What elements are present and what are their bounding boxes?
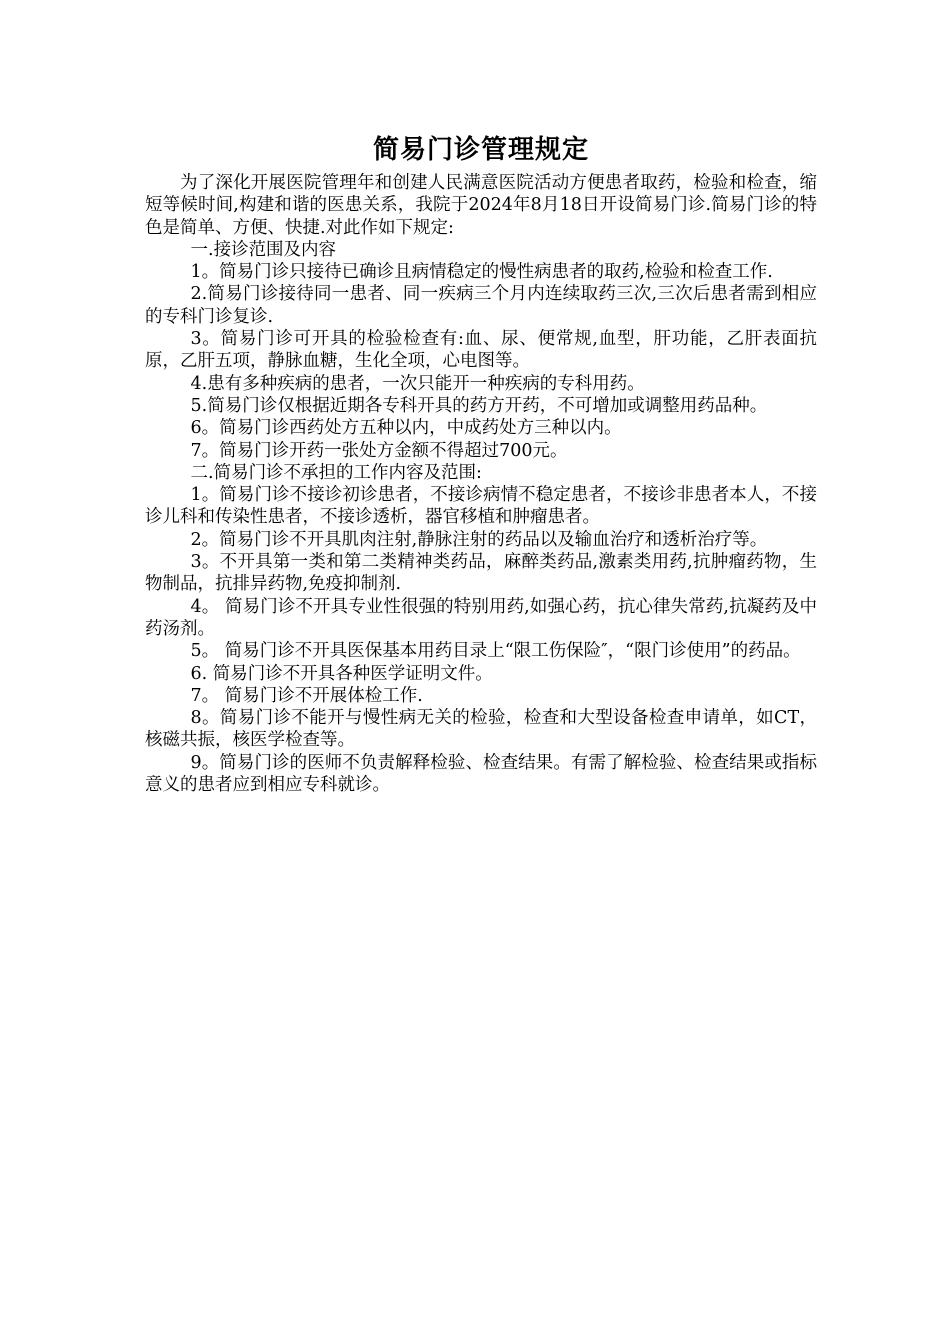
- section-1-item-1: 1。简易门诊只接待已确诊且病情稳定的慢性病患者的取药,检验和检查工作.: [190, 262, 773, 283]
- section-2-item-9: 9。简易门诊的医师不负责解释检验、检查结果。有需了解检验、检查结果或指标意义的患者应到相应专科就诊。: [145, 752, 817, 796]
- section-2-item-5: 5。 简易门诊不开具医保基本用药目录上“限工伤保险″，“限门诊使用”的药品。: [190, 641, 801, 662]
- section-2-item-2: 2。简易门诊不开具肌肉注射,静脉注射的药品以及输血治疗和透析治疗等。: [190, 529, 768, 550]
- section-1-item-2: 2.简易门诊接待同一患者、同一疾病三个月内连续取药三次,三次后患者需到相应的专科门诊复诊.: [145, 284, 817, 327]
- section-2-item-4: 4。 简易门诊不开具专业性很强的特别用药,如强心药，抗心律失常药,抗凝药及中药汤剂。: [145, 596, 817, 639]
- intro-paragraph: 为了深化开展医院管理年和创建人民满意医院活动方便患者取药，检验和检查，缩短等候时间,构建和谐的医患关系，我院于2024年8月18日开设简易门诊.简易门诊的特色是简单、方便、快捷.对此作如下规定:: [145, 173, 817, 238]
- document-page: [145, 128, 817, 796]
- section-1-item-3: 3。简易门诊可开具的检验检查有:血、尿、便常规,血型，肝功能，乙肝表面抗原，乙肝五项，静脉血糖，生化全项，心电图等。: [145, 329, 817, 372]
- section-2-item-8: 8。简易门诊不能开与慢性病无关的检验，检查和大型设备检查申请单，如CT，核磁共振，核医学检查等。: [145, 708, 817, 751]
- section-1-heading: 一.接诊范围及内容: [190, 239, 337, 260]
- section-1-item-6: 6。简易门诊西药处方五种以内，中成药处方三种以内。: [190, 418, 622, 439]
- section-2-item-3: 3。不开具第一类和第二类精神类药品，麻醉类药品,激素类用药,抗肿瘤药物，生物制品，抗排异药物,免疫抑制剂.: [145, 552, 817, 595]
- section-2-item-1: 1。简易门诊不接诊初诊患者，不接诊病情不稳定患者，不接诊非患者本人，不接诊儿科和传染性患者，不接诊透析，器官移植和肿瘤患者。: [145, 485, 817, 528]
- section-2-heading: 二.简易门诊不承担的工作内容及范围:: [190, 462, 482, 483]
- section-2-item-6: 6. 简易门诊不开具各种医学证明文件。: [190, 663, 493, 684]
- section-1-item-4: 4.患有多种疾病的患者，一次只能开一种疾病的专科用药。: [190, 373, 645, 394]
- section-1-item-5: 5.简易门诊仅根据近期各专科开具的药方开药，不可增加或调整用药品种。: [190, 395, 768, 416]
- document-body: [145, 172, 817, 796]
- document-title: 简易门诊管理规定: [372, 135, 589, 165]
- section-2-item-7: 7。 简易门诊不开展体检工作.: [190, 685, 423, 706]
- section-1-item-7: 7。简易门诊开药一张处方金额不得超过700元。: [190, 440, 568, 461]
